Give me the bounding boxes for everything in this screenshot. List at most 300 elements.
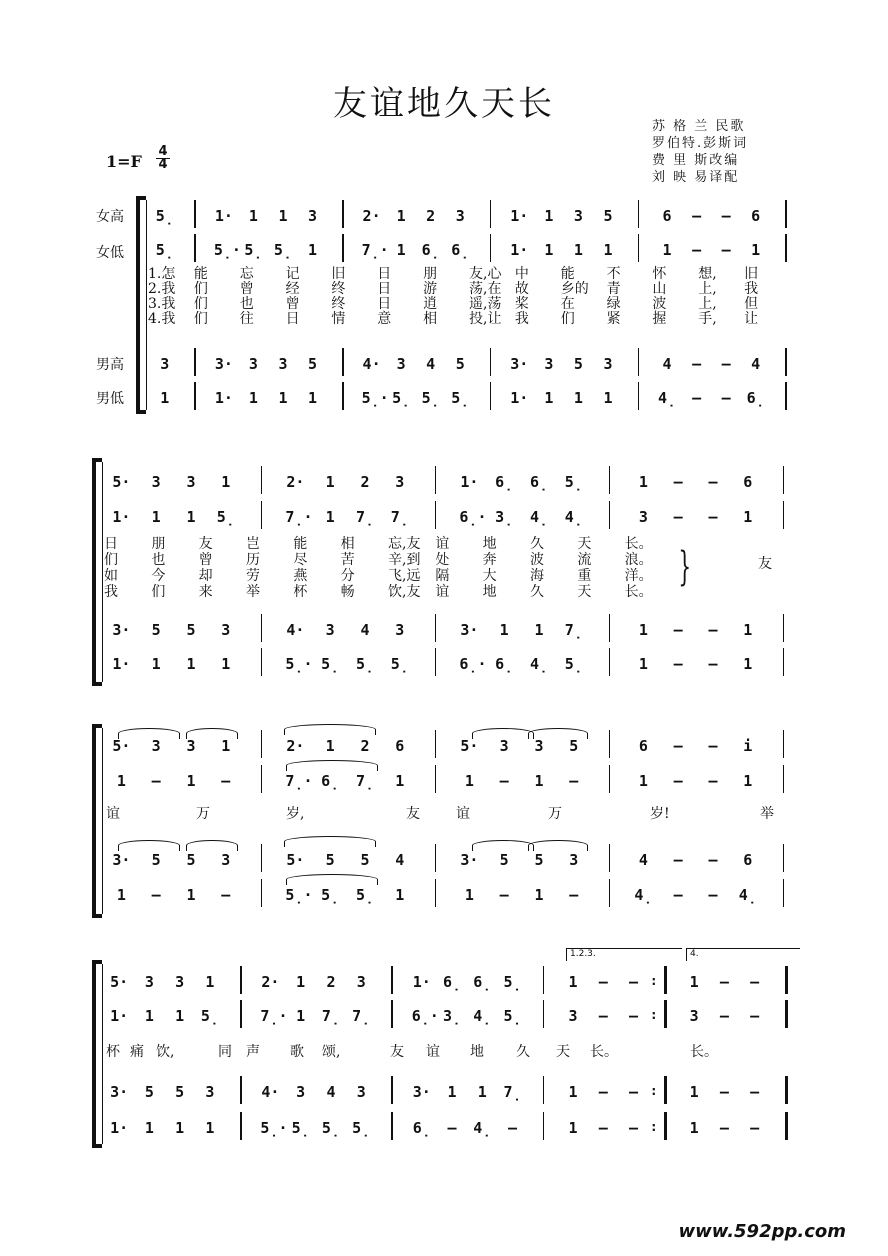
lyric-syllable: 地 [470,1044,484,1060]
barline [543,1000,545,1028]
lyric-syllable: 万 [548,806,562,822]
note: 1· [110,1007,129,1025]
note: – [221,772,231,790]
note: 1 [544,389,554,407]
barline [785,382,787,410]
note: 3 [160,355,170,373]
note: 3 [186,737,196,755]
note: 6̣ [421,241,440,259]
note: 3 [144,973,154,991]
note: 4̣ [473,1007,492,1025]
note: – [629,1119,639,1137]
note: 1 [278,389,288,407]
note: 5̣· [213,241,241,259]
note: 5̣· [361,389,389,407]
lyric-syllable: 浪。 [624,552,653,568]
note: 4̣ [529,508,549,526]
note: 1 [743,655,753,673]
barline [342,234,344,262]
barline [261,844,263,872]
note: 3 [603,355,613,373]
note: – [708,737,718,755]
lyric-syllable: 长。 [690,1044,718,1060]
note: – [692,207,702,225]
note: 1 [464,886,474,904]
note: 1 [464,772,474,790]
note: – [499,772,509,790]
barline [261,501,263,529]
note: – [750,1007,760,1025]
note: 5̣· [260,1119,288,1137]
tenor-row [104,1080,800,1104]
barline [435,844,437,872]
lyric-syllable: 友 [198,536,213,552]
lyric-syllable: 紧 [606,311,621,327]
note: 5̣ [352,1119,371,1137]
note: 1 [396,207,406,225]
barline [664,1076,667,1104]
note: 1 [278,207,288,225]
note: 5̣ [291,1119,310,1137]
note: – [721,355,731,373]
note: – [708,508,718,526]
lyric-syllable: 隔 [435,568,450,584]
note: 5̣· [285,886,313,904]
barline [261,466,263,494]
tenor-row [104,848,800,872]
lyric-syllable: 们 [151,584,166,600]
note: – [692,355,702,373]
note: – [629,973,639,991]
note: 4̣ [564,508,583,526]
note: 1· [214,389,233,407]
note: 6 [743,473,753,491]
note: 7̣· [361,241,389,259]
note: 6 [751,207,761,225]
barline [240,1000,242,1028]
note: 1 [116,772,126,790]
lyric-syllable: 终 [331,296,346,312]
tie-slur [284,836,376,847]
note: – [673,621,683,639]
barline [609,614,611,642]
note: 5̣ [321,886,340,904]
note: 3 [307,207,318,225]
lyric-syllable: 也 [151,552,166,568]
lyric-syllable: 长。 [624,584,653,600]
lyric-syllable: 旧 [744,266,759,282]
note: – [598,1119,608,1137]
tenor-row [150,352,800,376]
lyric-syllable: 桨 [514,296,529,312]
lyric-syllable: 飞,远 [388,568,421,584]
lyric-syllable: 遥,荡 [469,296,502,312]
note: – [569,886,579,904]
lyric-syllable: 终 [331,281,346,297]
note: 5· [112,737,131,755]
barline [435,879,437,907]
barline [261,879,263,907]
lyric-syllable: 青 [606,281,621,297]
note: – [569,772,579,790]
note: 6̣ [442,973,462,991]
note: 1· [510,389,529,407]
lyric-syllable: 往 [239,311,254,327]
note: 3 [325,621,335,639]
note: 5̣ [155,207,174,225]
lyric-syllable: 痛 [130,1044,144,1060]
barline [240,1112,242,1140]
note: 4̣ [473,1119,492,1137]
note: 6̣ [473,973,492,991]
note: 4 [638,851,648,869]
credit-line: 苏 格 兰 民歌 [652,119,746,134]
note: 1 [638,621,648,639]
note: 4· [362,355,381,373]
note: 1 [248,389,258,407]
page-title: 友谊地久天长 [333,84,555,124]
lyric-syllable: 谊 [456,806,470,822]
note: 1 [144,1007,154,1025]
note: – [708,621,718,639]
note: 5̣ [200,1007,219,1025]
note: 1· [460,473,479,491]
note: 1 [689,1119,699,1137]
note: 5̣ [321,655,340,673]
lyric-syllable: 饮, [156,1044,175,1060]
barline [435,730,437,758]
note: 7̣ [352,1007,371,1025]
lyric-syllable: 能 [293,536,308,552]
repeat-sign: : [649,1084,658,1099]
bass-row [104,883,800,907]
note: 1 [144,1119,154,1137]
note: 1 [638,772,648,790]
barline [391,1076,393,1104]
note: 7̣ [503,1083,522,1101]
note: – [750,1119,760,1137]
note: 3 [534,737,544,755]
lyric-syllable: 岁, [286,806,305,822]
barline [261,765,263,793]
lyric-syllable: 流 [577,552,592,568]
note: 1 [186,886,196,904]
note: 3 [151,473,161,491]
note: 1 [395,886,405,904]
lyric-syllable: 中 [514,266,529,282]
tie-slur [284,724,376,735]
note: 5̣ [564,473,583,491]
lyric-syllable: 手, [698,311,717,327]
note: 2· [286,473,305,491]
lyric-syllable: 们 [193,296,208,312]
note: 3· [460,851,479,869]
note: 1 [296,973,306,991]
lyric-syllable: 谊 [106,806,120,822]
note: – [721,241,731,259]
lyric-syllable: 重 [577,568,592,584]
lyric-syllable: 友 [390,1044,404,1060]
barline [261,730,263,758]
note: 1 [477,1083,487,1101]
note: 3· [412,1083,431,1101]
lyric-syllable: 天 [577,536,592,552]
note: 4 [326,1083,336,1101]
note: 3 [221,621,231,639]
note: 7̣ [355,772,375,790]
tie-slur [286,760,378,771]
lyric-syllable: 乡的 [560,281,589,297]
lyric-syllable: 友,心 [469,266,502,282]
note: 3· [112,851,131,869]
lyric-syllable: 能 [193,266,208,282]
note: 1 [743,621,753,639]
note: 5 [186,851,196,869]
barline [490,200,492,228]
barline [638,200,640,228]
note: 7̣· [285,508,313,526]
note: 5 [603,207,613,225]
note: 1 [568,1119,578,1137]
barline [783,648,785,676]
note: 1 [160,389,170,407]
note: – [629,1083,639,1101]
note: – [708,772,718,790]
note: 5 [307,355,318,373]
note: 2· [362,207,381,225]
note: 5̣ [355,655,375,673]
note: 5 [186,621,196,639]
note: – [708,851,718,869]
lyric-syllable: 举 [760,806,774,822]
note: 1 [638,473,648,491]
brace: } [678,544,692,590]
lyric-syllable: 山 [652,281,667,297]
note: 4̣ [738,886,757,904]
barline [638,234,640,262]
lyric-syllable: 们 [560,311,575,327]
key-signature: 1=F [106,152,142,171]
tie-slur [186,840,238,851]
note: 7̣· [285,772,313,790]
lyric-syllable: 忘 [239,266,254,282]
lyric-syllable: 朋 [151,536,166,552]
barline [785,348,787,376]
lyric-syllable: 颂, [322,1044,341,1060]
barline [435,765,437,793]
tie-slur [528,840,588,851]
note: 3 [175,973,185,991]
barline [638,382,640,410]
lyric-syllable: 我 [744,281,759,297]
note: 3 [689,1007,699,1025]
lyric-syllable: 海 [530,568,544,584]
note: 5̣ [392,389,411,407]
lyric-syllable: 久 [516,1044,530,1060]
lyric-syllable: 不 [606,266,621,282]
note: 5 [569,737,579,755]
system-line [102,462,103,682]
note: 5· [460,737,479,755]
barline [783,466,785,494]
note: 6̣ [495,473,514,491]
alto-row [150,238,800,262]
lyric-syllable: 历 [246,552,260,568]
lyric-syllable: 万 [196,806,210,822]
volta-second: 4. [686,948,800,961]
note: – [673,886,683,904]
note: 5̣ [216,508,235,526]
lyric-syllable: 曾 [285,296,300,312]
system-bracket [136,200,140,410]
note: 1· [214,207,233,225]
barline [194,382,196,410]
note: 6 [395,737,405,755]
note: 3 [356,973,366,991]
note: 1· [510,241,529,259]
lyric-syllable: 上, [698,281,717,297]
note: 1 [743,772,753,790]
note: 3 [296,1083,306,1101]
barline [194,348,196,376]
lyric-syllable: 奔 [482,552,497,568]
note: 4 [662,355,672,373]
note: 4· [286,621,305,639]
lyric-syllable: 久 [530,536,544,552]
note: 5 [499,851,509,869]
note: 3· [110,1083,129,1101]
time-signature [156,146,170,171]
barline [664,966,667,994]
note: 3 [221,851,231,869]
note: 5 [325,851,335,869]
lyric-syllable: 记 [285,266,300,282]
note: 6̣ [495,655,514,673]
system-line [146,200,147,410]
note: 1 [205,1119,215,1137]
lyric-syllable: 在 [560,296,575,312]
note: 5 [534,851,544,869]
barline [391,966,393,994]
note: – [673,772,683,790]
lyric-syllable: 旧 [331,266,346,282]
barline [609,501,611,529]
note: 6̣· [459,508,487,526]
lyric-syllable: 逍 [423,296,438,312]
lyric-syllable: 杯 [293,584,308,600]
note: 7̣ [321,1007,340,1025]
lyric-syllable: 大 [482,568,497,584]
note: 5 [455,355,465,373]
note: 1 [568,1083,578,1101]
barline [435,466,437,494]
lyric-syllable: 长。 [624,536,653,552]
lyric-syllable: 曾 [239,281,254,297]
note: 1 [573,389,583,407]
note: 1 [544,241,554,259]
lyric-syllable: 今 [151,568,166,584]
lyric-syllable: 谊 [426,1044,440,1060]
note: 5̣ [503,1007,522,1025]
barline [785,966,788,994]
tenor-row [104,618,800,642]
barline [194,200,196,228]
lyric-syllable: 投,让 [469,311,502,327]
note: 1 [186,508,196,526]
note: 1· [510,207,529,225]
lyric-syllable: 4.我 [148,311,176,327]
note: – [508,1119,518,1137]
lyric-syllable: 绿 [606,296,621,312]
note: 1 [603,241,613,259]
barline [785,1076,788,1104]
barline [391,1112,393,1140]
note: 1 [544,207,554,225]
note: – [629,1007,639,1025]
note: 1· [112,508,131,526]
note: 7̣ [355,508,375,526]
note: – [151,886,161,904]
lyric-syllable: 1.怎 [148,266,176,282]
note: 5 [144,1083,154,1101]
note: 7̣· [260,1007,288,1025]
lyric-syllable: 但 [744,296,759,312]
bass-row [104,1116,800,1140]
note: 1 [325,737,335,755]
barline [240,966,242,994]
lyric-syllable: 歌 [290,1044,304,1060]
note: 3· [214,355,233,373]
barline [342,200,344,228]
barline [609,466,611,494]
note: 5̣ [421,389,440,407]
tie-slur [118,728,180,739]
lyric-syllable: 日 [377,296,392,312]
note: 5 [175,1083,185,1101]
lyric-syllable: 谊 [435,584,450,600]
lyric-syllable: 们 [193,311,208,327]
note: 1 [751,241,761,259]
note: 1 [689,973,699,991]
lyric-syllable: 故 [514,281,529,297]
note: 1 [186,655,196,673]
lyric-syllable: 声 [246,1044,260,1060]
part-label-tenor: 男高 [96,357,124,373]
note: – [721,389,731,407]
barline [609,879,611,907]
barline [435,648,437,676]
note: 5 [573,355,583,373]
note: 3· [510,355,529,373]
note: 6̣ [412,1119,431,1137]
note: – [719,1083,729,1101]
lyric-syllable: 相 [340,536,355,552]
note: 5· [112,473,131,491]
barline [240,1076,242,1104]
barline [490,348,492,376]
note: 1 [205,973,215,991]
note: 3 [638,508,648,526]
barline [783,501,785,529]
note: 4 [360,621,370,639]
repeat-sign: : [649,1120,658,1135]
barline [785,234,787,262]
note: 7̣ [564,621,583,639]
note: 1 [307,389,318,407]
lyric-syllable: 上, [698,296,717,312]
note: 4 [395,851,405,869]
repeat-sign: : [649,1008,658,1023]
